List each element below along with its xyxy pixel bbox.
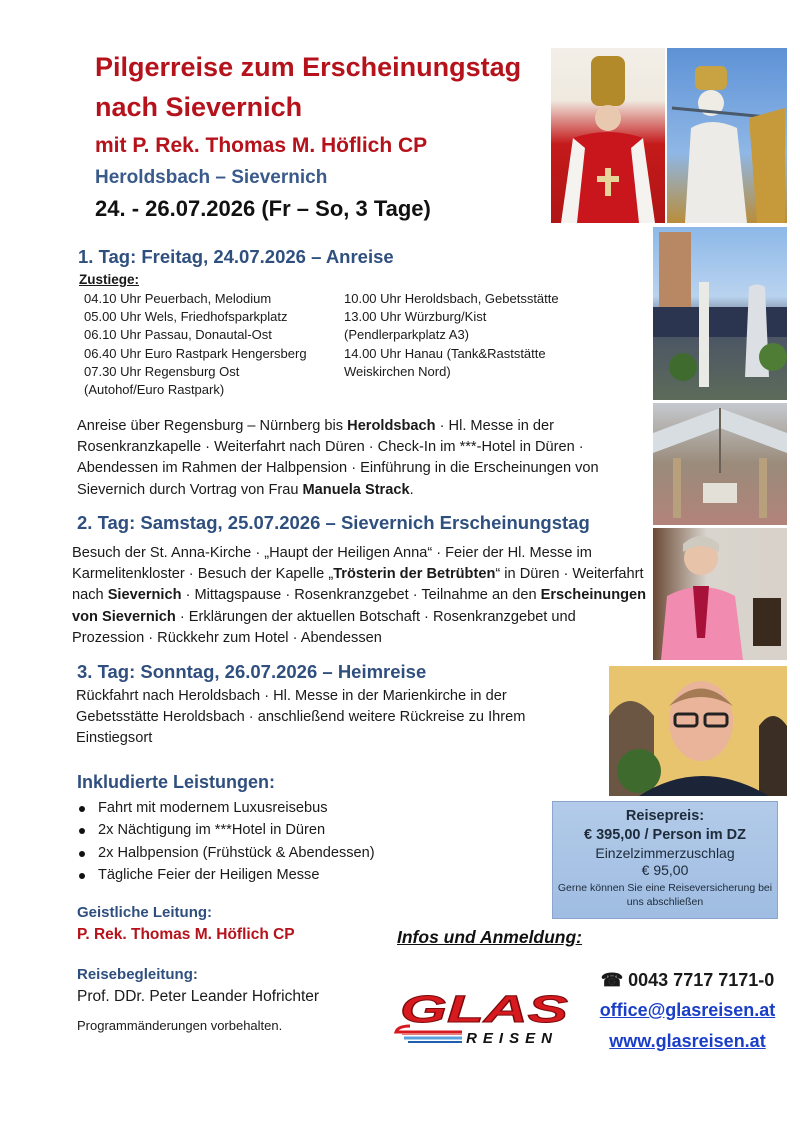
text: Besuch der St. Anna-Kirche · „Haupt der Heiligen Anna“ · Feier der Hl. Messe im Karmelitenkloster · Besuch der Kapelle „ bbox=[72, 545, 592, 583]
glas-reisen-logo bbox=[392, 988, 574, 1046]
single-room-label: Einzelzimmerzuschlag bbox=[595, 845, 735, 861]
included-heading: Inkludierte Leistungen: bbox=[77, 772, 276, 792]
day3-heading: 3. Tag: Sonntag, 26.07.2026 – Heimreise bbox=[77, 661, 427, 682]
included-text: 2x Nächtigung im ***Hotel in Düren bbox=[98, 822, 326, 839]
trip-dates: 24. - 26.07.2026 (Fr – So, 3 Tage) bbox=[95, 196, 431, 221]
stop-item: 14.00 Uhr Hanau (Tank&Raststätte bbox=[344, 345, 546, 361]
stop-item: 04.10 Uhr Peuerbach, Melodium bbox=[84, 291, 272, 306]
stop-item: Weiskirchen Nord) bbox=[344, 363, 451, 379]
included-item bbox=[76, 842, 375, 864]
bullet-icon bbox=[79, 851, 85, 857]
stops-label: Zustiege: bbox=[79, 272, 140, 287]
photo-church-courtyard bbox=[653, 227, 787, 400]
website-link[interactable]: www.glasreisen.at bbox=[609, 1031, 766, 1051]
phone-icon: ☎ bbox=[600, 970, 624, 990]
text: · Hl. Messe in der Rosenkranzkapelle · Weiterfahrt nach Düren · Check-In im ***-Hotel in Düren · Abendessen im Rahmen der Halbpension · Einführung in die Erscheinungen von Sievernich durch Vortrag von Frau bbox=[77, 418, 599, 498]
title-line-3: mit P. Rek. Thomas M. Höflich CP bbox=[95, 134, 428, 157]
text: Anreise über Regensburg – Nürnberg bis bbox=[77, 418, 348, 434]
photo-infant-jesus bbox=[551, 48, 665, 223]
single-room-price: € 95,00 bbox=[641, 862, 689, 878]
photo-angel-statue bbox=[667, 48, 787, 223]
stop-item: 05.00 Uhr Wels, Friedhofsparkplatz bbox=[84, 309, 288, 325]
bullet-icon bbox=[79, 806, 85, 812]
phone-number: 0043 7717 7171-0 bbox=[628, 970, 775, 990]
stops-left-list bbox=[84, 290, 307, 399]
text: · Mittagspause · Rosenkranzgebet · Teilnahme an den bbox=[181, 587, 541, 604]
bullet-icon bbox=[79, 828, 85, 834]
highlight: Sievernich bbox=[107, 587, 182, 604]
day1-description bbox=[77, 416, 645, 501]
phone-line bbox=[580, 970, 795, 991]
day3-description: Rückfahrt nach Heroldsbach · Hl. Messe in der Marienkirche in der Gebetsstätte Heroldsbach · anschließend weitere Rückreise zu Ihrem Einstiegsort bbox=[76, 688, 526, 747]
price-label: Reisepreis: bbox=[625, 808, 705, 824]
spiritual-leader-name: P. Rek. Thomas M. Höflich CP bbox=[77, 926, 295, 943]
included-text: 2x Halbpension (Frühstück & Abendessen) bbox=[98, 844, 375, 861]
title-line-1: Pilgerreise zum Erscheinungstag bbox=[95, 52, 522, 82]
text: · Erklärungen der aktuellen Botschaft · Rosenkranzgebet und Prozession · Rückkehr zum Hotel · Abendessen bbox=[72, 608, 576, 646]
title-line-2: nach Sievernich bbox=[95, 92, 303, 122]
stop-item: 13.00 Uhr Würzburg/Kist bbox=[344, 309, 487, 325]
stop-item: 06.10 Uhr Passau, Donautal-Ost bbox=[84, 327, 272, 343]
changes-note: Programmänderungen vorbehalten. bbox=[77, 1018, 283, 1033]
text: “ in Düren · Weiterfahrt nach bbox=[72, 566, 644, 604]
stop-item: 07.30 Uhr Regensburg Ost bbox=[84, 363, 240, 379]
highlight: Erscheinungen von Sievernich bbox=[72, 587, 647, 625]
insurance-note: Gerne können Sie eine Reiseversicherung bei uns abschließen bbox=[557, 882, 773, 908]
stop-item: 10.00 Uhr Heroldsbach, Gebetsstätte bbox=[344, 291, 559, 306]
companion-name: Prof. DDr. Peter Leander Hofrichter bbox=[77, 988, 320, 1005]
included-text: Tägliche Feier der Heiligen Messe bbox=[98, 866, 320, 883]
stop-item: 06.40 Uhr Euro Rastpark Hengersberg bbox=[84, 345, 307, 361]
email-link[interactable]: office@glasreisen.at bbox=[599, 1000, 776, 1020]
highlight: Trösterin der Betrübten bbox=[333, 566, 496, 583]
info-registration-heading: Infos und Anmeldung: bbox=[397, 927, 583, 947]
stops-right-list bbox=[344, 290, 559, 381]
companion-label: Reisebegleitung: bbox=[77, 966, 198, 983]
price-box bbox=[552, 801, 778, 919]
included-item bbox=[76, 864, 375, 886]
route: Heroldsbach – Sievernich bbox=[95, 167, 328, 188]
included-list bbox=[76, 797, 375, 886]
price-main: € 395,00 / Person im DZ bbox=[584, 827, 746, 843]
included-text: Fahrt mit modernem Luxusreisebus bbox=[98, 800, 328, 816]
logo-word-glas: GLAS bbox=[400, 989, 568, 1031]
stop-item: (Autohof/Euro Rastpark) bbox=[84, 382, 225, 398]
photo-manuela-strack bbox=[653, 528, 787, 660]
photo-chapel-interior bbox=[653, 403, 787, 525]
spiritual-leader-label: Geistliche Leitung: bbox=[77, 904, 213, 921]
day2-description bbox=[72, 543, 650, 649]
highlight: Manuela Strack bbox=[302, 481, 410, 498]
day1-heading: 1. Tag: Freitag, 24.07.2026 – Anreise bbox=[78, 246, 394, 267]
photo-thomas-hoeflich bbox=[609, 666, 787, 796]
highlight: Heroldsbach bbox=[347, 418, 436, 434]
logo-word-reisen: REISEN bbox=[466, 1030, 558, 1046]
text: . bbox=[409, 481, 414, 498]
included-item bbox=[76, 819, 375, 841]
bullet-icon bbox=[79, 873, 85, 879]
included-item bbox=[76, 797, 375, 819]
day2-heading: 2. Tag: Samstag, 25.07.2026 – Sievernich Erscheinungstag bbox=[77, 512, 590, 533]
stop-item: (Pendlerparkplatz A3) bbox=[344, 327, 470, 343]
